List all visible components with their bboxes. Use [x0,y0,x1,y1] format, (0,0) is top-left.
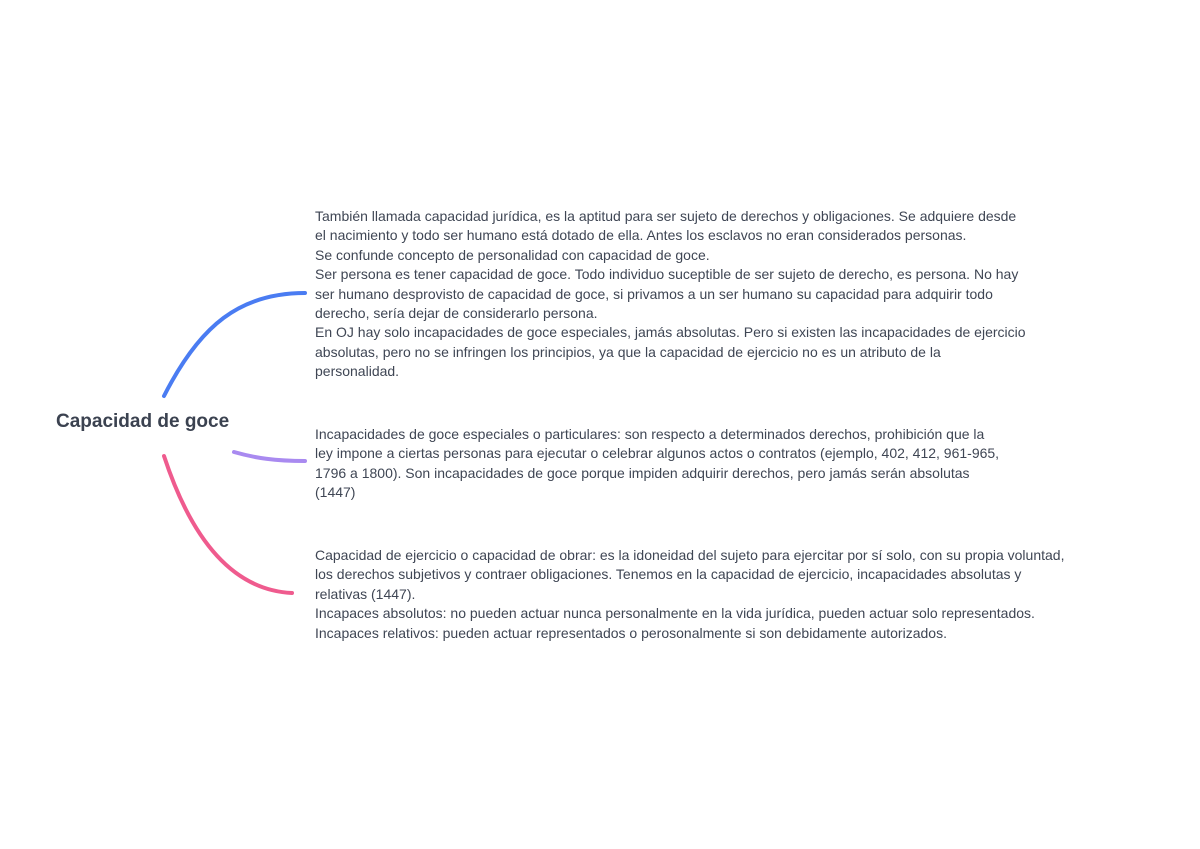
note-line: 1796 a 1800). Son incapacidades de goce porque impiden adquirir derechos, pero jamás serán absolutas [315,464,970,481]
note-line: los derechos subjetivos y contraer obligaciones. Tenemos en la capacidad de ejercicio, incapacidades absolutas y [315,566,1022,583]
note-line: (1447) [315,484,356,501]
note-line: absolutas, pero no se infringen los principios, ya que la capacidad de ejercicio no es un atributo de la [315,343,941,360]
note-line: Se confunde concepto de personalidad con capacidad de goce. [315,246,710,263]
note-line: personalidad. [315,363,400,380]
note-line: Ser persona es tener capacidad de goce. Todo individuo suceptible de ser sujeto de derecho, es persona. No hay [315,266,1019,283]
branch-note-incapacidades-especiales[interactable] [315,425,999,503]
branch-note-capacidad-ejercicio[interactable] [315,546,1064,643]
note-line: derecho, sería dejar de considerarlo persona. [315,305,598,322]
central-topic[interactable]: Capacidad de goce [56,411,230,432]
note-line: el nacimiento y todo ser humano está dotado de ella. Antes los esclavos no eran considerados personas. [315,227,967,244]
note-line: relativas (1447). [315,585,416,602]
note-line: También llamada capacidad jurídica, es la aptitud para ser sujeto de derechos y obligaciones. Se adquiere desde [315,208,1017,224]
note-line: Incapacidades de goce especiales o particulares: son respecto a determinados derechos, prohibición que la [315,426,985,442]
connector-branch-3 [164,456,292,593]
note-line: Capacidad de ejercicio o capacidad de obrar: es la idoneidad del sujeto para ejercitar por sí solo, con su propia voluntad, [315,547,1065,563]
connector-branch-1 [164,293,305,396]
branch-note-capacidad-juridica[interactable] [315,207,1026,382]
connector-branch-2 [234,452,305,461]
note-line: ser humano desprovisto de capacidad de goce, si privamos a un ser humano su capacidad para adquirir todo [315,285,993,302]
note-line: En OJ hay solo incapacidades de goce especiales, jamás absolutas. Pero si existen las incapacidades de ejercicio [315,324,1026,341]
note-line: ley impone a ciertas personas para ejecutar o celebrar algunos actos o contratos (ejemplo, 402, 412, 961-965, [315,445,1000,462]
note-line: Incapaces relativos: pueden actuar representados o perosonalmente si son debidamente autorizados. [315,624,947,641]
note-line: Incapaces absolutos: no pueden actuar nunca personalmente en la vida jurídica, pueden actuar solo representados. [315,605,1035,622]
